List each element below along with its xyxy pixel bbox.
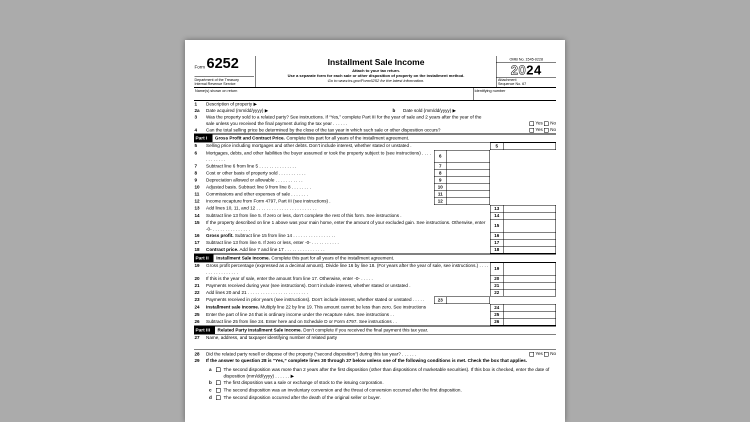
part-iii-title-bold: Related Party Installment Sale Income. <box>217 327 302 333</box>
line-4-yes-checkbox[interactable] <box>529 128 534 133</box>
line-17-number: 17 <box>194 239 200 245</box>
line-19-amount-box[interactable] <box>503 262 556 275</box>
line-29b-checkbox[interactable] <box>216 380 221 385</box>
line-4-label: Can the total selling price be determined by the close of the tax year in which such sale or other disposition occurs? <box>206 127 441 133</box>
line-29d-letter: d <box>209 394 212 400</box>
form-line-8 <box>194 170 556 177</box>
line-1-number: 1 <box>194 101 198 107</box>
line-12-amount-box[interactable] <box>446 198 490 205</box>
identifying-number-label: Identifying number <box>474 88 506 93</box>
form-header <box>194 56 556 88</box>
part-iii-subtitle: Don’t complete if you received the final payment this tax year. <box>303 327 429 333</box>
line-13-box-number: 13 <box>490 205 503 213</box>
line-19-number: 19 <box>194 262 200 268</box>
part-iii-label: Part III <box>194 326 215 334</box>
line-6-box-number: 6 <box>434 150 446 163</box>
line-14-number: 14 <box>194 212 200 218</box>
line-21-label: Payments received during year (see instructions). Don’t include interest, whether stated or unstated . <box>206 282 411 288</box>
no-label: No <box>550 120 556 126</box>
line-3-yes-checkbox[interactable] <box>529 121 534 126</box>
line-16-box-number: 16 <box>490 232 503 239</box>
line-4-number: 4 <box>194 127 198 133</box>
line-25-box-number: 25 <box>490 311 503 318</box>
form-line-17 <box>194 239 556 246</box>
form-line-29c <box>194 387 556 395</box>
line-19-label: Gross profit percentage (expressed as a decimal amount). Divide line 16 by line 18. (For years after the year of sale, see instructions.) . . . . . . . . . . . . . . . . . <box>206 262 489 275</box>
line-10-amount-box[interactable] <box>446 184 490 191</box>
line-11-number: 11 <box>194 191 200 197</box>
line-26-amount-box[interactable] <box>503 318 556 325</box>
line-18-lead: Contract price. <box>206 246 239 252</box>
line-6-number: 6 <box>194 150 198 156</box>
line-18-label <box>206 246 490 253</box>
line-8-box-number: 8 <box>434 170 446 177</box>
form-line-20 <box>194 275 556 282</box>
line-22-label: Add lines 20 and 21 . . . . . . . . . . . . . . . . . . . . . . . . <box>206 289 308 295</box>
line-12-label: Income recapture from Form 4797, Part III (see instructions) . <box>206 198 331 204</box>
year-suffix: 24 <box>526 62 542 78</box>
line-28-yes-checkbox[interactable] <box>529 352 534 357</box>
line-13-number: 13 <box>194 205 200 211</box>
line-9-amount-box[interactable] <box>446 177 490 184</box>
line-8-amount-box[interactable] <box>446 170 490 177</box>
line-14-label: Subtract line 13 from line 5. If zero or less, don’t complete the rest of this form. See instructions . <box>206 212 402 218</box>
line-25-number: 25 <box>194 311 200 317</box>
line-5-box-number: 5 <box>490 142 503 150</box>
line-23-amount-box[interactable] <box>446 296 490 304</box>
form-word: Form <box>194 64 205 70</box>
line-19-box-number: 19 <box>490 262 503 275</box>
line-14-box-number: 14 <box>490 212 503 219</box>
line-13-amount-box[interactable] <box>503 205 556 213</box>
line-3-number: 3 <box>194 114 198 120</box>
form-line-3 <box>194 114 556 127</box>
line-14-amount-box[interactable] <box>503 212 556 219</box>
name-field[interactable] <box>194 88 473 100</box>
line-18-number: 18 <box>194 246 200 252</box>
line-21-box-number: 21 <box>490 282 503 289</box>
form-line-21 <box>194 282 556 289</box>
line-9-box-number: 9 <box>434 177 446 184</box>
line-20-amount-box[interactable] <box>503 275 556 282</box>
line-4-yes-no <box>490 127 556 134</box>
document-viewer <box>185 40 565 422</box>
line-29c-label: The second disposition was an involuntary conversion and the threat of conversion occurred after the first disposition. <box>223 387 462 393</box>
line-21-number: 21 <box>194 282 200 288</box>
form-line-13 <box>194 205 556 213</box>
line-2a-label: Date acquired (mm/dd/yyyy) ▶ <box>206 107 269 113</box>
related-party-name-address-field[interactable] <box>194 341 556 350</box>
line-3-yes-no <box>490 114 556 127</box>
line-18-box-number: 18 <box>490 246 503 253</box>
line-22-amount-box[interactable] <box>503 289 556 296</box>
line-23-number: 23 <box>194 296 200 302</box>
line-15-label: If the property described on line 1 above was your main home, enter the amount of your excluded gain. See instructions. Otherwise, enter -0- . . . . . . . . . . . . . . . <box>206 219 486 232</box>
line-27-label: Name, address, and taxpayer identifying number of related party <box>206 334 337 340</box>
part-ii-title-bold: Installment Sale Income. <box>216 255 270 261</box>
line-29-label: If the answer to question 28 is “Yes,” complete lines 30 through 37 below unless one of the following conditions is met. Check the box that applies. <box>206 357 528 363</box>
line-7-box-number: 7 <box>434 163 446 170</box>
form-title: Installment Sale Income <box>327 57 425 67</box>
line-2a-number: 2a <box>194 107 200 113</box>
line-3-no-checkbox[interactable] <box>544 121 549 126</box>
line-24-box-number: 24 <box>490 304 503 312</box>
goto-instruction: Go to www.irs.gov/Form6252 for the latest information. <box>327 78 425 83</box>
omb-year-block <box>496 56 556 87</box>
part-iii-title <box>215 326 428 334</box>
department-block <box>195 77 255 87</box>
line-9-number: 9 <box>194 177 198 183</box>
line-15-number: 15 <box>194 219 200 225</box>
form-line-19 <box>194 262 556 275</box>
line-20-label: If this is the year of sale, enter the amount from line 17. Otherwise, enter -0- . . . . . <box>206 275 373 281</box>
identifying-number-field[interactable] <box>473 88 556 100</box>
line-29d-checkbox-cell <box>216 394 224 402</box>
line-20-number: 20 <box>194 275 200 281</box>
line-20-box-number: 20 <box>490 275 503 282</box>
line-29d-checkbox[interactable] <box>216 395 221 400</box>
name-identifying-row <box>194 88 556 101</box>
line-26-label: Subtract line 25 from line 24. Enter here and on Schedule D or Form 4797. See instructions . . <box>206 318 397 324</box>
line-26-number: 26 <box>194 318 200 324</box>
form-line-18 <box>194 246 556 253</box>
line-23-box-number: 23 <box>434 296 446 304</box>
attachment-label: Attachment <box>498 77 517 82</box>
line-11-amount-box[interactable] <box>446 191 490 198</box>
part-iii-header <box>194 325 556 334</box>
line-18-text: Add line 7 and line 17 . . . . . . . . . . . . . . . . <box>238 246 325 252</box>
line-29c-letter: c <box>209 387 212 393</box>
line-24-number: 24 <box>194 304 200 310</box>
form-line-24 <box>194 304 556 312</box>
form-line-16 <box>194 232 556 239</box>
part-i-title <box>212 134 409 142</box>
line-16-label <box>206 232 490 239</box>
yes-label: Yes <box>535 120 543 126</box>
form-number-block <box>194 56 256 87</box>
line-29b-checkbox-cell <box>216 379 224 387</box>
line-24-label <box>206 304 490 312</box>
form-title-block <box>256 56 496 87</box>
line-29-number: 29 <box>194 357 200 363</box>
line-6-amount-box[interactable] <box>446 150 490 163</box>
line-24-amount-box[interactable] <box>503 304 556 312</box>
form-line-29a <box>194 366 556 379</box>
line-10-number: 10 <box>194 184 200 190</box>
line-17-label: Subtract line 13 from line 6. If zero or less, enter -0- . . . . . . . . . . . <box>206 239 339 245</box>
line-10-label: Adjusted basis. Subtract line 9 from line 8 . . . . . . . . <box>206 184 311 190</box>
form-line-9 <box>194 177 556 184</box>
line-2b-label: Date sold (mm/dd/yyyy) ▶ <box>403 107 457 113</box>
line-15-box-number: 15 <box>490 219 503 232</box>
line-10-box-number: 10 <box>434 184 446 191</box>
line-29b-label: The first disposition was a sale or exchange of stock to the issuing corporation. <box>223 379 384 385</box>
sequence-number: Sequence No. 67 <box>498 81 527 87</box>
form-line-27 <box>194 334 556 341</box>
line-29a-label: The second disposition was more than 2 years after the first disposition (other than dispositions of marketable securities). If this box is checked, enter the date of disposition (mm/dd/yyyy) . . . . . . ▶ <box>223 366 550 379</box>
line-26-box-number: 26 <box>490 318 503 325</box>
line-17-amount-box[interactable] <box>503 239 556 246</box>
line-11-box-number: 11 <box>434 191 446 198</box>
line-27-number: 27 <box>194 334 200 340</box>
line-6-label: Mortgages, debts, and other liabilities the buyer assumed or took the property subject to (see instructions) . . . . . . . . . . . . <box>206 150 431 162</box>
part-i-header <box>194 133 556 142</box>
line-29a-checkbox[interactable] <box>216 367 221 372</box>
form-line-15 <box>194 219 556 232</box>
part-ii-header <box>194 253 556 262</box>
line-25-label: Enter the part of line 24 that is ordinary income under the recapture rules. See instructions . . <box>206 311 395 317</box>
line-4-no-checkbox[interactable] <box>544 128 549 133</box>
line-12-box-number: 12 <box>434 198 446 205</box>
form-line-23 <box>194 296 556 304</box>
form-line-11 <box>194 191 556 198</box>
form-line-6 <box>194 150 556 163</box>
form-line-10 <box>194 184 556 191</box>
line-12-number: 12 <box>194 198 200 204</box>
dept-line-1: Department of the Treasury <box>194 77 239 82</box>
part-ii-label: Part II <box>194 254 214 262</box>
line-16-number: 16 <box>194 232 200 238</box>
separate-form-instruction: Use a separate form for each sale or other disposition of property on the installment method. <box>287 73 465 78</box>
line-5-label: Selling price including mortgages and other debts. Don’t include interest, whether stated or unstated . <box>206 142 412 148</box>
yes-label: Yes <box>535 126 543 132</box>
line-3-label: Was the property sold to a related party? See instructions. If “Yes,” complete Part III for the year of sale and 2 years after the year of the sale unless you received the final payment during the tax year . . . . . . <box>206 114 482 126</box>
line-16-amount-box[interactable] <box>503 232 556 239</box>
form-line-25 <box>194 311 556 318</box>
line-22-box-number: 22 <box>490 289 503 296</box>
part-i-subtitle: Complete this part for all years of the installment agreement. <box>286 135 410 141</box>
line-5-amount-box[interactable] <box>503 142 556 150</box>
name-label: Name(s) shown on return <box>195 88 238 93</box>
no-label: No <box>550 126 556 132</box>
line-7-label: Subtract line 6 from line 5 . . . . . . . . . . . . . . . <box>206 163 297 169</box>
year-prefix: 20 <box>510 62 527 78</box>
line-23-label: Payments received in prior years (see instructions). Don’t include interest, whether stated or unstated . . . . . <box>206 296 425 302</box>
dept-line-2: Internal Revenue Service <box>194 81 236 87</box>
omb-number: OMB No. 1545-0228 <box>497 56 557 63</box>
form-line-29d <box>194 394 556 402</box>
line-21-amount-box[interactable] <box>503 282 556 289</box>
line-9-label: Depreciation allowed or allowable . . . . . . . . . . . <box>206 177 303 183</box>
line-2b-number: b <box>392 107 396 113</box>
no-label: No <box>550 350 556 356</box>
line-13-label: Add lines 10, 11, and 12 . . . . . . . . . . . . . . . . . . . . . . . . <box>206 205 317 211</box>
line-11-label: Commissions and other expenses of sale . . . . . . . <box>206 191 308 197</box>
part-ii-subtitle: Complete this part for all years of the installment agreement. <box>271 255 395 261</box>
line-7-number: 7 <box>194 163 198 169</box>
line-29b-letter: b <box>209 379 212 385</box>
form-line-29 <box>194 357 556 364</box>
form-line-12 <box>194 198 556 205</box>
form-line-22 <box>194 289 556 296</box>
line-25-amount-box[interactable] <box>503 311 556 318</box>
form-line-5 <box>194 142 556 150</box>
line-8-label: Cost or other basis of property sold . . . . . . . . . . . <box>206 170 306 176</box>
attachment-sequence <box>497 77 557 87</box>
line-24-text: Multiply line 22 by line 19. This amount cannot be less than zero. See instructions <box>259 304 427 310</box>
line-28-no-checkbox[interactable] <box>544 352 549 357</box>
line-17-box-number: 17 <box>490 239 503 246</box>
form-line-29b <box>194 379 556 387</box>
form-line-14 <box>194 212 556 219</box>
line-7-amount-box[interactable] <box>446 163 490 170</box>
line-29d-label: The second disposition occurred after the death of the original seller or buyer. <box>223 394 381 400</box>
form-line-4 <box>194 127 556 134</box>
line-8-number: 8 <box>194 170 198 176</box>
line-29c-checkbox[interactable] <box>216 388 221 393</box>
part-i-title-bold: Gross Profit and Contract Price. <box>214 135 285 141</box>
line-29a-checkbox-cell <box>216 366 224 379</box>
line-5-number: 5 <box>194 142 198 148</box>
line-1-label: Description of property ▶ <box>206 101 258 107</box>
form-6252-page <box>185 40 565 422</box>
line-29a-letter: a <box>209 366 212 372</box>
line-28-label: Did the related party resell or dispose of the property (“second disposition”) during this tax year? . . . . . . <box>206 351 417 357</box>
part-i-label: Part I <box>194 134 212 142</box>
line-18-amount-box[interactable] <box>503 246 556 253</box>
line-22-number: 22 <box>194 289 200 295</box>
line-15-amount-box[interactable] <box>503 219 556 232</box>
form-line-7 <box>194 163 556 170</box>
part-ii-title <box>214 254 394 262</box>
tax-year <box>497 63 557 77</box>
attach-instruction: Attach to your tax return. <box>352 68 400 73</box>
line-28-number: 28 <box>194 351 200 357</box>
form-line-26 <box>194 318 556 325</box>
form-number: 6252 <box>206 55 239 72</box>
line-16-text: Subtract line 15 from line 14 . . . . . . . . . . . . . . . . . <box>233 232 336 238</box>
yes-label: Yes <box>535 350 543 356</box>
line-16-lead: Gross profit. <box>206 232 234 238</box>
line-29c-checkbox-cell <box>216 387 224 395</box>
line-24-lead: Installment sale income. <box>206 304 260 310</box>
